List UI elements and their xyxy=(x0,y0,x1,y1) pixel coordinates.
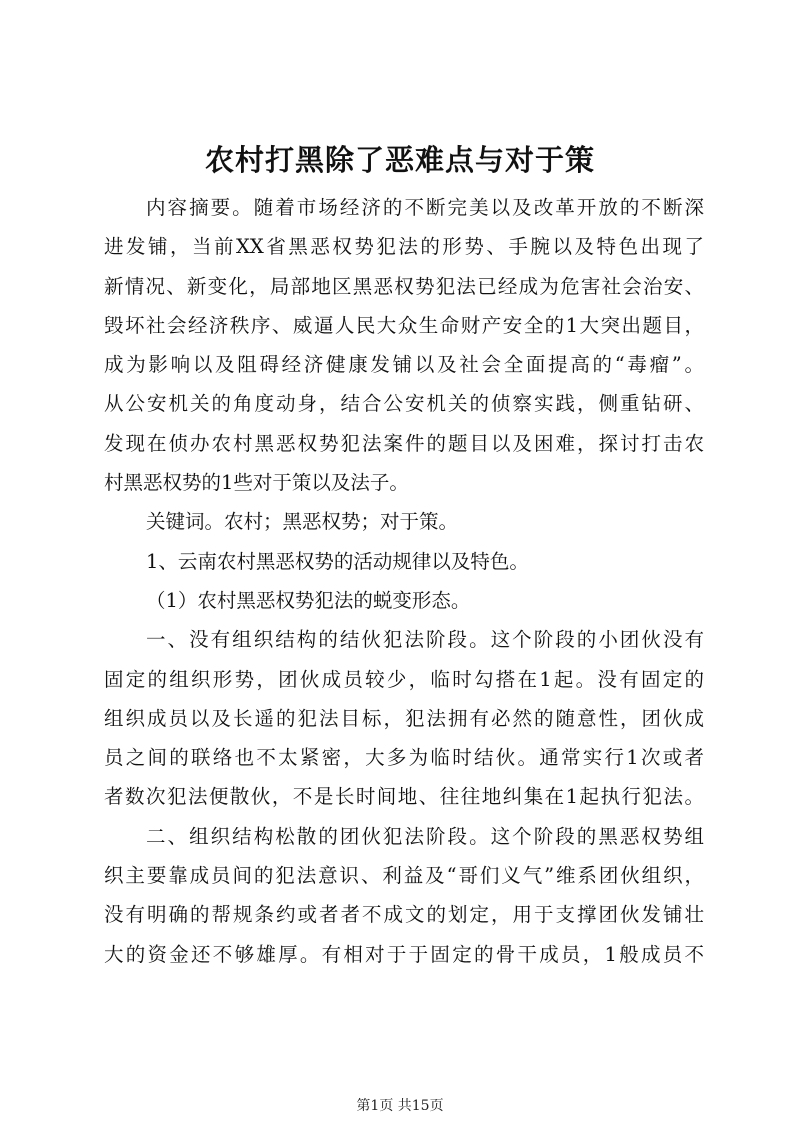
keywords-line: 关键词。农村；黑恶权势；对于策。 xyxy=(146,510,459,534)
text-line: 组织成员以及长遥的犯法目标，犯法拥有必然的随意性，团伙成 xyxy=(104,706,704,730)
text-line: 织主要靠成员间的犯法意识、利益及“哥们义气”维系团伙组织， xyxy=(104,864,704,888)
page-number: 第1页 共15页 xyxy=(356,1098,444,1114)
text-line: 内容摘要。随着市场经济的不断完美以及改革开放的不断深 xyxy=(146,196,704,219)
document-title: 农村打黑除了恶难点与对于策 xyxy=(204,143,595,177)
text-line: 发现在侦办农村黑恶权势犯法案件的题目以及困难，探讨打击农 xyxy=(104,431,704,455)
text-line: 村黑恶权势的1些对于策以及法子。 xyxy=(104,471,409,495)
document-body xyxy=(104,188,704,974)
text-line: 从公安机关的角度动身，结合公安机关的侦察实践，侧重钻研、 xyxy=(104,392,704,416)
subsection-heading: （1）农村黑恶权势犯法的蜕变形态。 xyxy=(146,588,471,612)
text-line: 成为影响以及阻碍经济健康发铺以及社会全面提高的“毒瘤”。 xyxy=(104,353,704,377)
text-line: 没有明确的帮规条约或者者不成文的划定，用于支撑团伙发铺壮 xyxy=(104,903,704,927)
text-line: 新情况、新变化，局部地区黑恶权势犯法已经成为危害社会治安、 xyxy=(104,274,704,298)
text-line: 员之间的联络也不太紧密，大多为临时结伙。通常实行1次或者 xyxy=(104,746,704,770)
text-line: 者数次犯法便散伙，不是长时间地、往往地纠集在1起执行犯法。 xyxy=(104,785,704,809)
text-line: 大的资金还不够雄厚。有相对于于固定的骨干成员，1般成员不 xyxy=(104,942,704,966)
text-line: 二、组织结构松散的团伙犯法阶段。这个阶段的黑恶权势组 xyxy=(146,824,704,848)
page-footer xyxy=(0,1096,800,1116)
text-line: 进发铺，当前XX省黑恶权势犯法的形势、手腕以及特色出现了 xyxy=(104,235,704,259)
text-line: 固定的组织形势，团伙成员较少，临时勾搭在1起。没有固定的 xyxy=(104,667,704,691)
text-line: 毁坏社会经济秩序、威逼人民大众生命财产安全的1大突出题目， xyxy=(104,313,704,337)
section-heading: 1、云南农村黑恶权势的活动规律以及特色。 xyxy=(146,549,529,573)
text-line: 一、没有组织结构的结伙犯法阶段。这个阶段的小团伙没有 xyxy=(146,628,704,652)
